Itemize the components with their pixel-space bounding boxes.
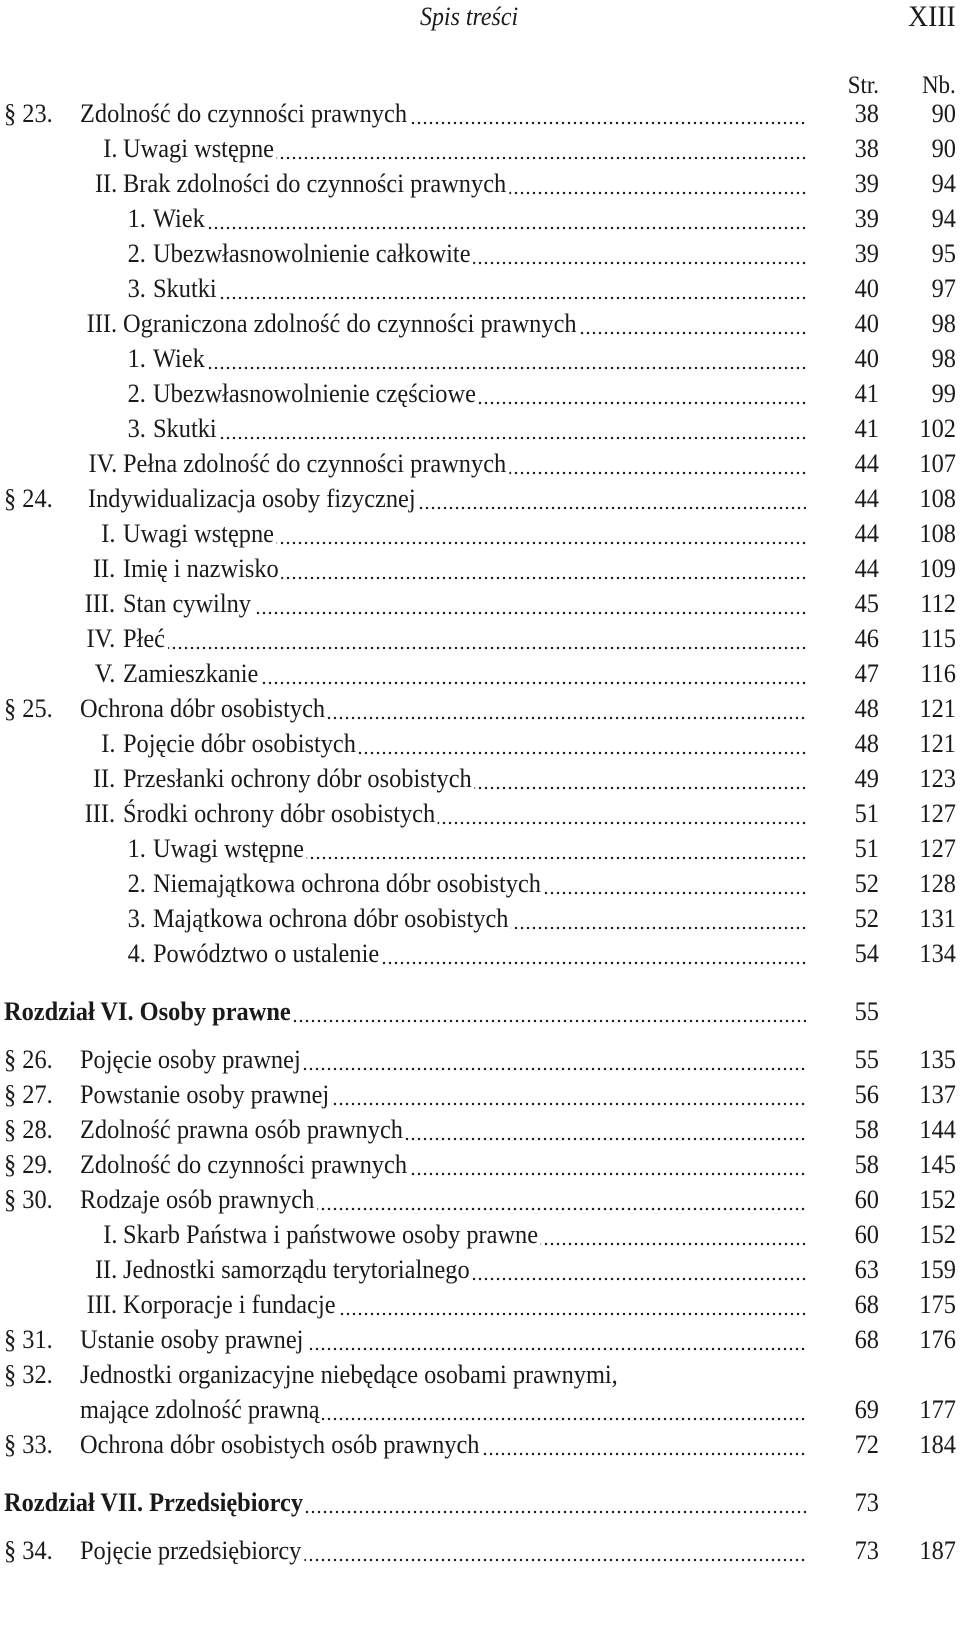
dot-leader	[80, 1181, 806, 1217]
entry-title: Jednostki organizacyjne niebędące osobami prawnymi,	[80, 1356, 621, 1392]
entry-number: 2.	[127, 868, 146, 898]
toc-entry	[0, 1356, 960, 1392]
dot-leader	[123, 620, 806, 656]
dot-leader	[80, 1391, 806, 1427]
page-ref: 46	[854, 623, 879, 653]
toc-entry	[0, 515, 960, 551]
page-ref: 63	[854, 1254, 879, 1284]
dot-leader	[153, 270, 806, 306]
dot-leader	[80, 1111, 806, 1147]
entry-number: III.	[86, 1289, 117, 1319]
toc-entry	[0, 935, 960, 971]
page-ref: 51	[854, 798, 879, 828]
entry-number: III.	[84, 588, 115, 618]
section-number: § 34.	[4, 1535, 53, 1565]
dot-leader	[153, 375, 806, 411]
margin-number: 112	[920, 588, 956, 618]
section-number: § 32.	[4, 1359, 53, 1389]
dot-leader	[123, 1216, 806, 1252]
section-number: § 33.	[4, 1429, 53, 1459]
page-number: XIII	[908, 0, 956, 33]
margin-number: 135	[919, 1044, 956, 1074]
entry-title: mające zdolność prawną	[80, 1391, 322, 1427]
toc-entry	[0, 1076, 960, 1112]
toc-entry	[0, 725, 960, 761]
page-ref: 54	[854, 938, 879, 968]
page-ref: 39	[854, 168, 879, 198]
section-number: § 23.	[4, 98, 53, 128]
dot-leader	[4, 993, 806, 1029]
margin-number: 94	[931, 203, 956, 233]
dot-leader	[123, 1251, 806, 1287]
dot-leader	[153, 830, 806, 866]
dot-leader	[153, 200, 806, 236]
entry-number: II.	[94, 168, 117, 198]
dot-leader	[80, 1321, 806, 1357]
page-ref: 72	[854, 1429, 879, 1459]
toc-entry	[0, 865, 960, 901]
entry-number: 2.	[127, 238, 146, 268]
dot-leader	[123, 655, 806, 691]
entry-title: Pojęcie przedsiębiorcy	[80, 1532, 304, 1568]
margin-number: 90	[931, 98, 956, 128]
section-number: § 29.	[4, 1149, 53, 1179]
section-number: § 30.	[4, 1184, 53, 1214]
dot-leader	[153, 410, 806, 446]
toc-entry	[0, 235, 960, 271]
page-ref: 48	[854, 728, 879, 758]
toc-entry	[0, 165, 960, 201]
toc-entry	[0, 1321, 960, 1357]
dot-leader	[123, 725, 806, 761]
entry-number: 3.	[127, 903, 146, 933]
dot-leader	[123, 585, 806, 621]
dot-leader	[153, 340, 806, 376]
margin-number: 152	[919, 1184, 956, 1214]
entry-title: Pojęcie dóbr osobistych	[123, 725, 359, 761]
column-header-str: Str.	[847, 72, 879, 99]
entry-number: II.	[94, 1254, 117, 1284]
margin-number: 95	[931, 238, 956, 268]
page-ref: 41	[854, 413, 879, 443]
entry-title: Ochrona dóbr osobistych	[80, 690, 328, 726]
dot-leader	[123, 130, 806, 166]
toc-entry	[0, 1041, 960, 1077]
dot-leader	[80, 1041, 806, 1077]
margin-number: 107	[919, 448, 956, 478]
margin-number: 131	[919, 903, 956, 933]
page-ref: 60	[854, 1184, 879, 1214]
entry-title: Rozdział VI. Osoby prawne	[4, 993, 293, 1029]
entry-title: Ubezwłasnowolnienie częściowe	[153, 375, 479, 411]
toc-entry	[0, 410, 960, 446]
dot-leader	[123, 445, 806, 481]
margin-number: 159	[919, 1254, 956, 1284]
entry-title: Zdolność do czynności prawnych	[80, 1146, 410, 1182]
entry-title: Ustanie osoby prawnej	[80, 1321, 306, 1357]
dot-leader	[80, 95, 806, 131]
section-number: § 28.	[4, 1114, 53, 1144]
margin-number: 116	[920, 658, 956, 688]
toc-entry	[0, 795, 960, 831]
toc-entry	[0, 200, 960, 236]
entry-title: Niemajątkowa ochrona dóbr osobistych	[153, 865, 544, 901]
margin-number: 109	[919, 553, 956, 583]
toc-entry	[0, 270, 960, 306]
margin-number: 99	[931, 378, 956, 408]
toc-entry	[0, 900, 960, 936]
dot-leader	[123, 795, 806, 831]
toc-entry	[0, 1146, 960, 1182]
margin-number: 144	[919, 1114, 956, 1144]
running-title: Spis treści	[420, 2, 519, 31]
page-ref: 47	[854, 658, 879, 688]
entry-number: III.	[86, 308, 117, 338]
toc-entry	[0, 1532, 960, 1568]
dot-leader	[153, 235, 806, 271]
section-number: § 25.	[4, 693, 53, 723]
toc-entry	[0, 655, 960, 691]
page-header	[0, 0, 960, 40]
entry-number: IV.	[88, 448, 117, 478]
entry-title: Rozdział VII. Przedsiębiorcy	[4, 1484, 306, 1520]
page-ref: 68	[854, 1289, 879, 1319]
margin-number: 152	[919, 1219, 956, 1249]
entry-number: 4.	[127, 938, 146, 968]
column-header-nb: Nb.	[922, 72, 956, 99]
dot-leader	[80, 1426, 806, 1462]
entry-number: II.	[92, 553, 115, 583]
dot-leader	[123, 165, 806, 201]
entry-number: 1.	[127, 343, 146, 373]
toc-entry	[0, 1111, 960, 1147]
section-number: § 26.	[4, 1044, 53, 1074]
margin-number: 177	[919, 1394, 956, 1424]
entry-title: Pełna zdolność do czynności prawnych	[123, 445, 509, 481]
page-ref: 73	[854, 1487, 879, 1517]
entry-title: Majątkowa ochrona dóbr osobistych	[153, 900, 511, 936]
margin-number: 108	[919, 483, 956, 513]
dot-leader	[80, 1076, 806, 1112]
dot-leader	[80, 1532, 806, 1568]
entry-title: Skutki	[153, 410, 219, 446]
entry-title: Imię i nazwisko	[123, 550, 281, 586]
entry-title: Brak zdolności do czynności prawnych	[123, 165, 509, 201]
dot-leader	[153, 935, 806, 971]
margin-number: 128	[919, 868, 956, 898]
page-ref: 40	[854, 308, 879, 338]
entry-number: II.	[92, 763, 115, 793]
entry-title: Uwagi wstępne	[123, 515, 277, 551]
entry-title: Przesłanki ochrony dóbr osobistych	[123, 760, 474, 796]
page-ref: 68	[854, 1324, 879, 1354]
entry-number: I.	[100, 728, 115, 758]
dot-leader	[80, 1356, 900, 1392]
entry-title: Stan cywilny	[123, 585, 254, 621]
toc-entry	[0, 690, 960, 726]
page-ref: 60	[854, 1219, 879, 1249]
margin-number: 97	[931, 273, 956, 303]
margin-number: 108	[919, 518, 956, 548]
dot-leader	[123, 305, 806, 341]
toc-entry	[0, 1251, 960, 1287]
entry-title: Wiek	[153, 340, 208, 376]
toc-entry	[0, 1216, 960, 1252]
dot-leader	[123, 515, 806, 551]
page-ref: 52	[854, 868, 879, 898]
toc-entry	[0, 95, 960, 131]
page-ref: 49	[854, 763, 879, 793]
page-ref: 55	[854, 1044, 879, 1074]
margin-number: 98	[931, 343, 956, 373]
toc-entry	[0, 1181, 960, 1217]
page-ref: 39	[854, 238, 879, 268]
toc-entry	[0, 760, 960, 796]
margin-number: 137	[919, 1079, 956, 1109]
toc-entry	[0, 130, 960, 166]
entry-title: Uwagi wstępne	[153, 830, 307, 866]
entry-title: Skarb Państwa i państwowe osoby prawne	[123, 1216, 541, 1252]
entry-title: Zdolność do czynności prawnych	[80, 95, 410, 131]
entry-title: Uwagi wstępne	[123, 130, 277, 166]
entry-title: Powstanie osoby prawnej	[80, 1076, 332, 1112]
toc-entry	[0, 1286, 960, 1322]
margin-number: 121	[919, 728, 956, 758]
entry-title: Ograniczona zdolność do czynności prawnych	[123, 305, 579, 341]
section-number: § 24.	[4, 483, 53, 513]
margin-number: 134	[919, 938, 956, 968]
toc-entry	[0, 830, 960, 866]
margin-number: 94	[931, 168, 956, 198]
section-number: § 27.	[4, 1079, 53, 1109]
toc-entry	[0, 340, 960, 376]
dot-leader	[123, 550, 806, 586]
entry-title: Korporacje i fundacje	[123, 1286, 338, 1322]
dot-leader	[4, 1484, 806, 1520]
margin-number: 176	[919, 1324, 956, 1354]
entry-number: V.	[94, 658, 115, 688]
entry-number: III.	[84, 798, 115, 828]
entry-title: Ochrona dóbr osobistych osób prawnych	[80, 1426, 482, 1462]
toc-entry	[0, 550, 960, 586]
margin-number: 123	[919, 763, 956, 793]
dot-leader	[80, 1146, 806, 1182]
page-ref: 41	[854, 378, 879, 408]
entry-title: Indywidualizacja osoby fizycznej	[88, 480, 418, 516]
margin-number: 121	[919, 693, 956, 723]
entry-number: I.	[100, 518, 115, 548]
margin-number: 175	[919, 1289, 956, 1319]
dot-leader	[153, 865, 806, 901]
chapter-heading	[0, 1484, 960, 1520]
margin-number: 145	[919, 1149, 956, 1179]
page-ref: 56	[854, 1079, 879, 1109]
entry-number: 3.	[127, 273, 146, 303]
entry-title: Zamieszkanie	[123, 655, 261, 691]
entry-number: 1.	[127, 833, 146, 863]
entry-title: Zdolność prawna osób prawnych	[80, 1111, 406, 1147]
entry-number: I.	[102, 1219, 117, 1249]
entry-title: Wiek	[153, 200, 208, 236]
margin-number: 90	[931, 133, 956, 163]
entry-number: 2.	[127, 378, 146, 408]
entry-number: 1.	[127, 203, 146, 233]
entry-title: Skutki	[153, 270, 219, 306]
page-ref: 44	[854, 448, 879, 478]
toc-entry	[0, 1391, 960, 1427]
page-ref: 48	[854, 693, 879, 723]
entry-title: Ubezwłasnowolnienie całkowite	[153, 235, 473, 271]
page-ref: 38	[854, 133, 879, 163]
entry-title: Pojęcie osoby prawnej	[80, 1041, 303, 1077]
entry-title: Rodzaje osób prawnych	[80, 1181, 317, 1217]
margin-number: 98	[931, 308, 956, 338]
entry-title: Środki ochrony dóbr osobistych	[123, 795, 438, 831]
entry-title: Płeć	[123, 620, 168, 656]
toc-entry	[0, 1426, 960, 1462]
entry-number: IV.	[86, 623, 115, 653]
page-ref: 40	[854, 273, 879, 303]
page-ref: 73	[854, 1535, 879, 1565]
dot-leader	[123, 760, 806, 796]
toc-entry	[0, 445, 960, 481]
page-ref: 52	[854, 903, 879, 933]
toc-entry	[0, 620, 960, 656]
page-ref: 58	[854, 1114, 879, 1144]
margin-number: 102	[919, 413, 956, 443]
page-ref: 40	[854, 343, 879, 373]
dot-leader	[123, 1286, 806, 1322]
entry-title: Powództwo o ustalenie	[153, 935, 382, 971]
toc-entry	[0, 375, 960, 411]
page-ref: 45	[854, 588, 879, 618]
margin-number: 127	[919, 833, 956, 863]
section-number: § 31.	[4, 1324, 53, 1354]
entry-title: Jednostki samorządu terytorialnego	[123, 1251, 472, 1287]
page-ref: 44	[854, 483, 879, 513]
page-ref: 51	[854, 833, 879, 863]
toc-entry	[0, 305, 960, 341]
dot-leader	[80, 690, 806, 726]
entry-number: I.	[102, 133, 117, 163]
margin-number: 115	[920, 623, 956, 653]
page-ref: 44	[854, 553, 879, 583]
dot-leader	[153, 900, 806, 936]
toc-entry	[0, 585, 960, 621]
dot-leader	[88, 480, 806, 516]
page-ref: 38	[854, 98, 879, 128]
margin-number: 127	[919, 798, 956, 828]
page-ref: 44	[854, 518, 879, 548]
page-ref: 69	[854, 1394, 879, 1424]
page-ref: 58	[854, 1149, 879, 1179]
margin-number: 187	[919, 1535, 956, 1565]
entry-number: 3.	[127, 413, 146, 443]
page-ref: 55	[854, 996, 879, 1026]
margin-number: 184	[919, 1429, 956, 1459]
page-ref: 39	[854, 203, 879, 233]
toc-entry	[0, 480, 960, 516]
chapter-heading	[0, 993, 960, 1029]
